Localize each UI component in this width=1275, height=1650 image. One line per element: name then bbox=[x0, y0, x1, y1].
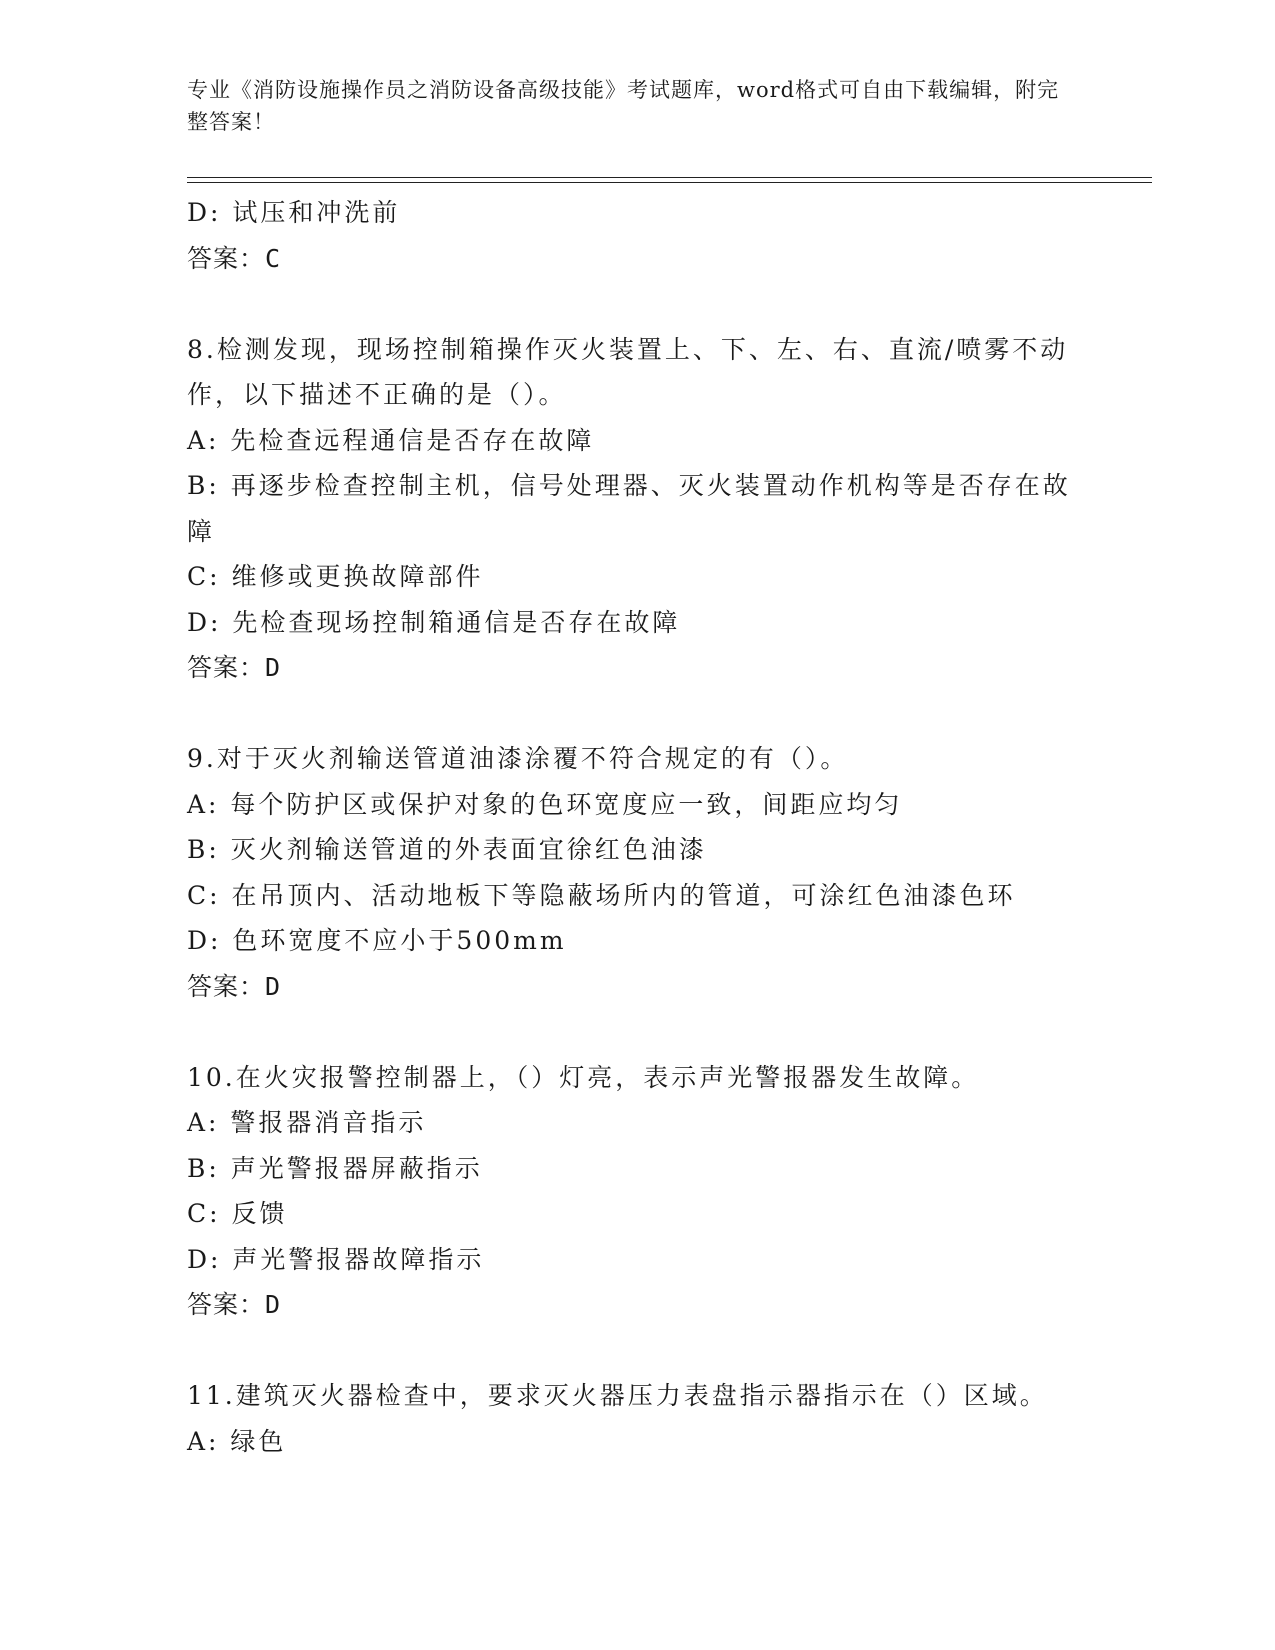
option-b: B: 再逐步检查控制主机，信号处理器、灭火装置动作机构等是否存在故障 bbox=[187, 471, 1071, 546]
answer-label: 答案： bbox=[187, 243, 266, 273]
option-d: D: 声光警报器故障指示 bbox=[187, 1244, 485, 1274]
document-header bbox=[187, 74, 1067, 138]
option-b: B: 灭火剂输送管道的外表面宜徐红色油漆 bbox=[187, 835, 707, 864]
answer-value: D bbox=[265, 971, 282, 1001]
answer-label: 答案： bbox=[187, 1290, 266, 1319]
answer-label: 答案： bbox=[187, 971, 266, 1001]
answer-value: D bbox=[265, 653, 282, 682]
answer-label: 答案： bbox=[187, 653, 266, 682]
option-d: D: 先检查现场控制箱通信是否存在故障 bbox=[187, 607, 681, 637]
question-stem: 9.对于灭火剂输送管道油漆涂覆不符合规定的有（）。 bbox=[187, 744, 849, 773]
header-divider-top bbox=[187, 177, 1152, 178]
option-d: D: 色环宽度不应小于500mm bbox=[187, 926, 567, 955]
question-stem: 11.建筑灭火器检查中，要求灭火器压力表盘指示器指示在（）区域。 bbox=[187, 1381, 1048, 1410]
question-block-10 bbox=[187, 1055, 1077, 1328]
header-text: 专业《消防设施操作员之消防设备高级技能》考试题库，word格式可自由下载编辑，附完整答案！ bbox=[187, 78, 1060, 134]
question-stem: 10.在火灾报警控制器上，（）灯亮，表示声光警报器发生故障。 bbox=[187, 1062, 980, 1092]
spacer bbox=[187, 281, 1077, 327]
option-a: A: 绿色 bbox=[187, 1426, 287, 1456]
header-divider-bottom bbox=[187, 182, 1152, 183]
option-c: C: 反馈 bbox=[187, 1199, 288, 1228]
option-a: A: 先检查远程通信是否存在故障 bbox=[187, 425, 595, 455]
spacer bbox=[187, 1009, 1077, 1055]
option-b: B: 声光警报器屏蔽指示 bbox=[187, 1153, 483, 1183]
answer-value: D bbox=[265, 1290, 282, 1319]
answer bbox=[187, 964, 1077, 1010]
option-d: D: 试压和冲洗前 bbox=[187, 198, 401, 227]
question-list bbox=[187, 190, 1077, 1464]
spacer bbox=[187, 691, 1077, 737]
question-block-previous bbox=[187, 190, 1077, 281]
answer bbox=[187, 236, 1077, 282]
question-block-11 bbox=[187, 1373, 1077, 1464]
question-stem: 8.检测发现，现场控制箱操作灭火装置上、下、左、右、直流/喷雾不动作，以下描述不正确的是（）。 bbox=[187, 334, 1069, 409]
option-c: C: 在吊顶内、活动地板下等隐蔽场所内的管道，可涂红色油漆色环 bbox=[187, 880, 1016, 910]
answer-value: C bbox=[265, 243, 282, 273]
option-c: C: 维修或更换故障部件 bbox=[187, 562, 484, 591]
question-block-9 bbox=[187, 736, 1077, 1009]
question-block-8 bbox=[187, 327, 1077, 691]
option-a: A: 警报器消音指示 bbox=[187, 1108, 427, 1137]
option-a: A: 每个防护区或保护对象的色环宽度应一致，间距应均匀 bbox=[187, 789, 903, 819]
answer bbox=[187, 1282, 1077, 1328]
answer bbox=[187, 645, 1077, 691]
spacer bbox=[187, 1328, 1077, 1374]
